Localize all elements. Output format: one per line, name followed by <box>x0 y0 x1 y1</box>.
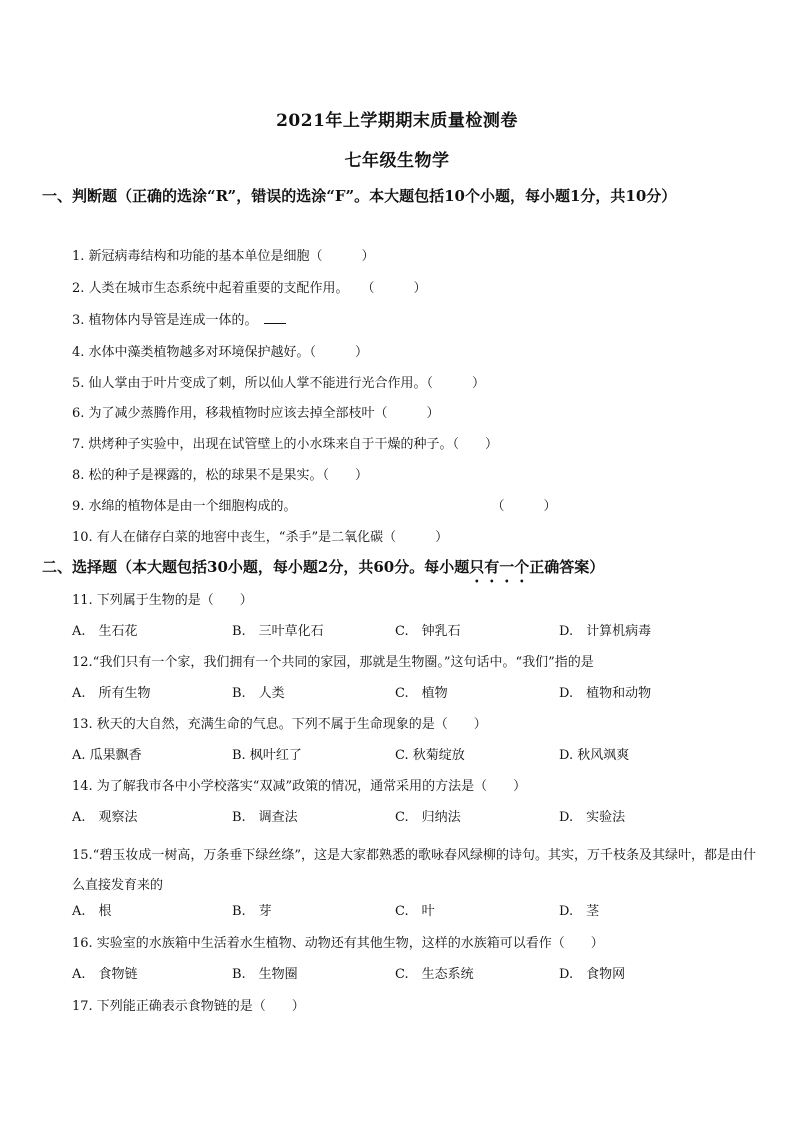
option-c: C. 植物 <box>395 686 448 701</box>
answer-blank <box>264 311 286 324</box>
option-b: B. 调查法 <box>232 810 298 825</box>
section2-heading-emphasis: 只有一个 <box>469 558 530 576</box>
option-a: A. 观察法 <box>72 810 138 825</box>
page-title: 2021年上学期期末质量检测卷 <box>276 111 518 131</box>
question-3 <box>72 311 762 331</box>
question-4: 4. 水体中藻类植物越多对环境保护越好。（ ） <box>72 345 369 360</box>
option-b: B. 生物圈 <box>232 967 298 982</box>
question-13: 13. 秋天的大自然，充满生命的气息。下列不属于生命现象的是（ ） <box>72 717 487 732</box>
question-13-options <box>72 746 672 766</box>
question-11-options <box>72 622 672 642</box>
question-2: 2. 人类在城市生态系统中起着重要的支配作用。 （ ） <box>72 281 427 296</box>
question-17: 17. 下列能正确表示食物链的是（ ） <box>72 999 305 1014</box>
question-15-options <box>72 902 672 922</box>
section2-heading-end: 正确答案） <box>529 558 605 576</box>
option-d: D. 茎 <box>559 904 600 919</box>
question-11: 11. 下列属于生物的是（ ） <box>72 593 253 608</box>
option-d: D. 计算机病毒 <box>559 624 652 639</box>
option-a: A. 瓜果飘香 <box>72 748 142 763</box>
option-b: B. 人类 <box>232 686 285 701</box>
question-9: 9. 水绵的植物体是由一个细胞构成的。 （ ） <box>72 499 557 514</box>
question-14: 14. 为了解我市各中小学校落实“双减”政策的情况，通常采用的方法是（ ） <box>72 779 527 794</box>
option-d: D. 植物和动物 <box>559 686 652 701</box>
option-c: C. 生态系统 <box>395 967 474 982</box>
question-5: 5. 仙人掌由于叶片变成了刺，所以仙人掌不能进行光合作用。（ ） <box>72 376 486 391</box>
question-16-options <box>72 965 672 985</box>
question-6: 6. 为了减少蒸腾作用，移栽植物时应该去掉全部枝叶（ ） <box>72 406 440 421</box>
page-subtitle: 七年级生物学 <box>344 151 450 171</box>
question-14-options <box>72 808 672 828</box>
section2-heading-main: 二、选择题（本大题包括30小题，每小题2分，共60分。每小题 <box>42 558 470 576</box>
option-a: A. 食物链 <box>72 967 138 982</box>
option-c: C. 钟乳石 <box>395 624 461 639</box>
option-b: B. 三叶草化石 <box>232 624 324 639</box>
option-a: A. 根 <box>72 904 112 919</box>
question-16: 16. 实验室的水族箱中生活着水生植物、动物还有其他生物，这样的水族箱可以看作（ ） <box>72 936 604 951</box>
option-a: A. 生石花 <box>72 624 138 639</box>
question-10: 10. 有人在储存白菜的地窖中丧生，“杀手”是二氧化碳（ ） <box>72 530 449 545</box>
option-b: B. 枫叶红了 <box>232 748 302 763</box>
option-d: D. 实验法 <box>559 810 626 825</box>
section1-heading: 一、判断题（正确的选涂“R”，错误的选涂“F”。本大题包括10个小题，每小题1分，共10分） <box>42 187 677 205</box>
question-12-options <box>72 684 672 704</box>
option-c: C. 归纳法 <box>395 810 461 825</box>
option-b: B. 芽 <box>232 904 272 919</box>
question-15: 15.“碧玉妆成一树高，万条垂下绿丝绦”，这是大家都熟悉的歌咏春风绿柳的诗句。其实，万千枝条及其绿叶，都是由什么直接发育来的 <box>72 848 756 893</box>
option-c: C. 叶 <box>395 904 435 919</box>
section2-heading <box>42 551 754 586</box>
question-8: 8. 松的种子是裸露的，松的球果不是果实。（ ） <box>72 468 369 483</box>
option-a: A. 所有生物 <box>72 686 151 701</box>
question-12: 12.“我们只有一个家，我们拥有一个共同的家园，那就是生物圈。”这句话中。“我们”指的是 <box>72 655 594 670</box>
option-d: D. 食物网 <box>559 967 626 982</box>
question-3-text: 3. 植物体内导管是连成一体的。 <box>72 313 258 328</box>
option-c: C. 秋菊绽放 <box>395 748 465 763</box>
option-d: D. 秋风飒爽 <box>559 748 630 763</box>
question-7: 7. 烘烤种子实验中，出现在试管壁上的小水珠来自于干燥的种子。（ ） <box>72 437 499 452</box>
question-1: 1. 新冠病毒结构和功能的基本单位是细胞（ ） <box>72 249 375 264</box>
